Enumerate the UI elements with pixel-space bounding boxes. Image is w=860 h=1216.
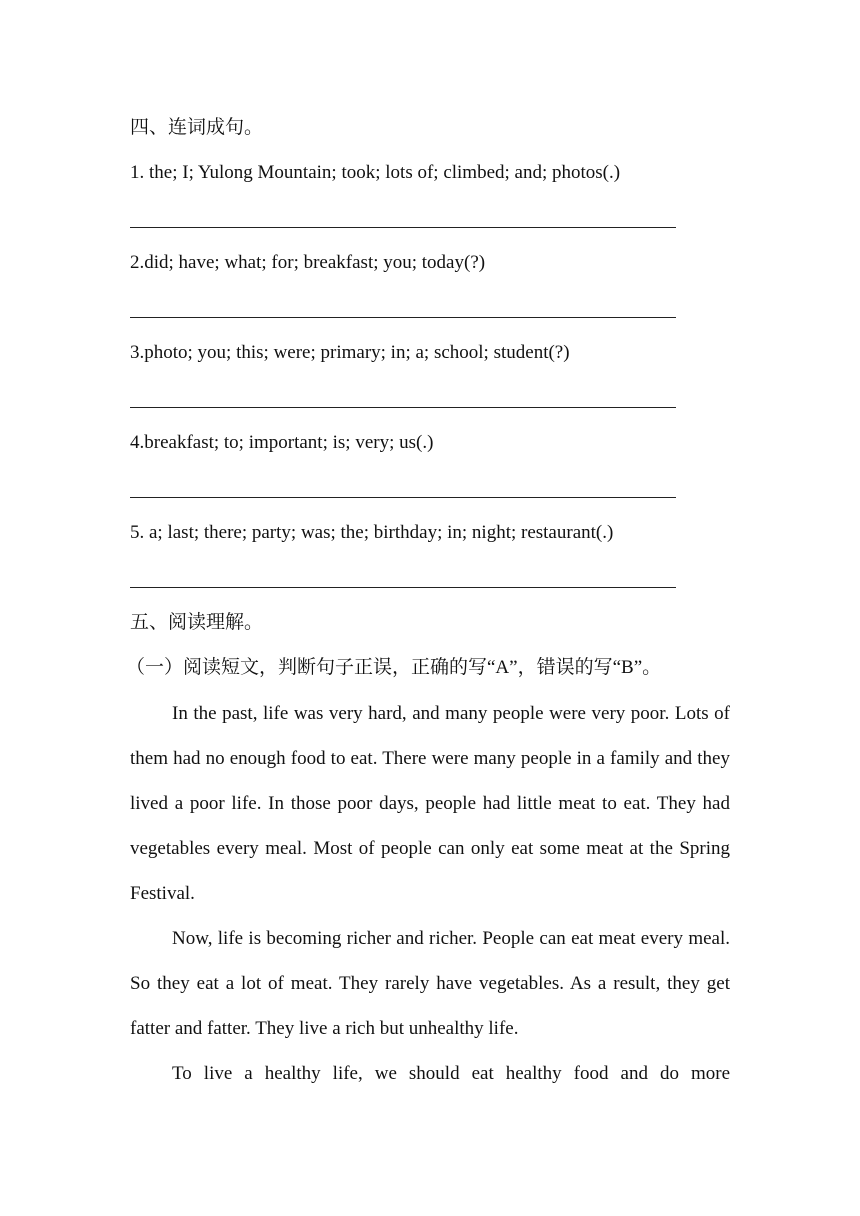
answer-line-1[interactable] [130,227,676,228]
answer-line-4[interactable] [130,497,676,498]
passage-paragraph-3: To live a healthy life, we should eat healthy food and do more [172,1063,730,1084]
exercise-item-1: 1. the; I; Yulong Mountain; took; lots of; climbed; and; photos(.) [130,162,621,183]
passage-paragraph-2: Now, life is becoming richer and richer. People can eat meat every meal. So they eat a lot of meat. They rarely have vegetables. As a result, they get fatter and fatter. They live a rich but unhealthy life. [130,928,730,1039]
passage-paragraph-1: In the past, life was very hard, and many people were very poor. Lots of them had no enough food to eat. There were many people in a family and they lived a poor life. In those poor days, people had little meat to eat. They had vegetables every meal. Most of people can only eat some meat at the Spring Festival. [130,703,730,904]
section-5-title: 五、阅读理解。 [130,612,264,633]
exercise-item-4: 4.breakfast; to; important; is; very; us(.) [130,432,434,453]
answer-line-2[interactable] [130,317,676,318]
answer-line-3[interactable] [130,407,676,408]
exercise-item-3: 3.photo; you; this; were; primary; in; a; school; student(?) [130,342,570,363]
exercise-item-5: 5. a; last; there; party; was; the; birthday; in; night; restaurant(.) [130,522,614,543]
section-4-title: 四、连词成句。 [130,117,264,138]
exercise-item-2: 2.did; have; what; for; breakfast; you; today(?) [130,252,486,273]
section-5-instructions: （一）阅读短文，判断句子正误，正确的写“A”，错误的写“B”。 [126,657,662,678]
answer-line-5[interactable] [130,587,676,588]
